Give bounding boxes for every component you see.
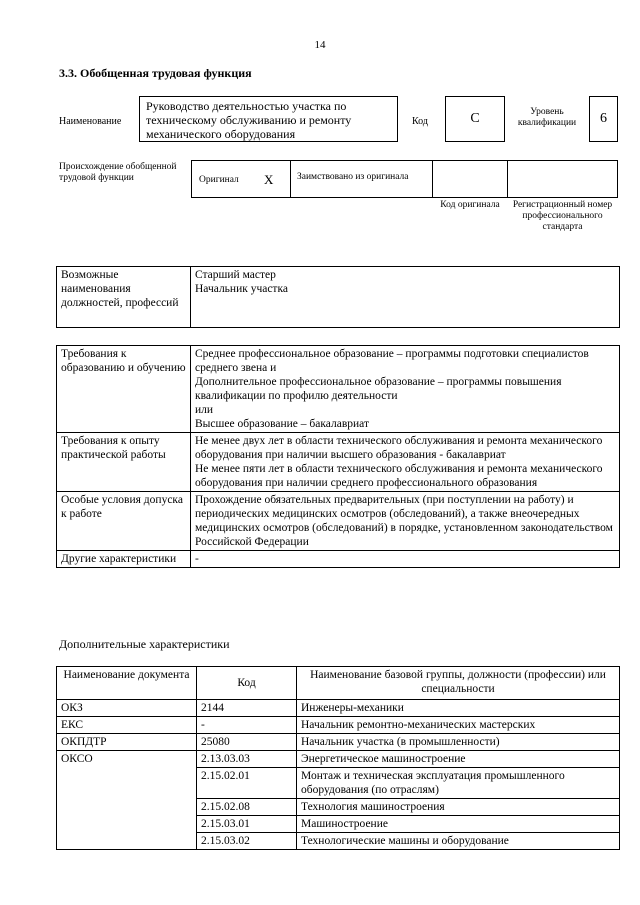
code-cell: -	[197, 717, 297, 734]
name-cell: Энергетическое машиностроение	[297, 751, 620, 768]
code-value: C	[470, 111, 480, 126]
requirement-label: Требования к опыту практической работы	[57, 433, 191, 492]
requirement-item: Прохождение обязательных предварительных (при поступлении на работу) и периодических медицинских осмотров (обследований), а также внеочередных медицинских осмотров (обследований) в порядке, установленном законодательством Российской Федерации	[195, 494, 613, 548]
requirement-item: Дополнительное профессиональное образование – программы повышения квалификации по профилю деятельности	[195, 376, 562, 402]
name-cell: Машиностроение	[297, 816, 620, 833]
code-cell: 2.15.03.02	[197, 833, 297, 850]
header-name: Наименование базовой группы, должности (профессии) или специальности	[297, 667, 620, 700]
doc-cell: ОКСО	[57, 751, 197, 850]
name-cell: Монтаж и техническая эксплуатация промышленного оборудования (по отраслям)	[297, 768, 620, 799]
requirement-row	[57, 346, 620, 433]
requirement-row	[57, 433, 620, 492]
requirement-label: Особые условия допуска к работе	[57, 492, 191, 551]
code-cell: 2144	[197, 700, 297, 717]
position-item: Начальник участка	[195, 283, 288, 295]
requirement-item: Высшее образование – бакалавриат	[195, 418, 369, 430]
positions-label: Возможные наименования должностей, профессий	[57, 267, 191, 328]
code-cell: 2.15.02.01	[197, 768, 297, 799]
header-code: Код	[197, 667, 297, 700]
code-cell: 25080	[197, 734, 297, 751]
header-doc: Наименование документа	[57, 667, 197, 700]
page-number: 14	[314, 39, 326, 51]
code-original-cell	[432, 160, 508, 198]
requirement-row	[57, 492, 620, 551]
section-title: 3.3. Обобщенная трудовая функция	[59, 66, 252, 80]
original-mark: X	[264, 172, 274, 187]
requirement-label: Требования к образованию и обучению	[57, 346, 191, 433]
function-name-value: Руководство деятельностью участка по техническому обслуживанию и ремонту механического оборудования	[146, 99, 352, 141]
doc-cell: ЕКС	[57, 717, 197, 734]
additional-table	[56, 666, 620, 850]
reg-number-cell	[507, 160, 618, 198]
requirement-item: Среднее профессиональное образование – программы подготовки специалистов среднего звена и	[195, 348, 589, 374]
requirement-label: Другие характеристики	[57, 551, 191, 568]
function-name-box	[139, 96, 398, 142]
doc-cell: ОКПДТР	[57, 734, 197, 751]
table-row	[57, 700, 620, 717]
borrowed-label: Заимствовано из оригинала	[297, 172, 409, 182]
code-cell: 2.15.02.08	[197, 799, 297, 816]
code-cell: 2.15.03.01	[197, 816, 297, 833]
borrowed-cell	[290, 160, 433, 198]
requirements-table	[56, 345, 620, 568]
requirement-values	[191, 433, 620, 492]
requirement-values	[191, 492, 620, 551]
level-box	[589, 96, 618, 142]
positions-values	[191, 267, 620, 328]
requirement-item: Не менее двух лет в области технического обслуживания и ремонта механического оборудования при наличии высшего образования - бакалавриат	[195, 435, 603, 461]
positions-row	[57, 267, 620, 328]
code-box	[445, 96, 505, 142]
code-label: Код	[412, 116, 428, 127]
requirement-values	[191, 346, 620, 433]
code-original-caption: Код оригинала	[440, 200, 500, 210]
original-label: Оригинал	[199, 175, 239, 185]
requirement-values	[191, 551, 620, 568]
level-label: Уровень квалификации	[517, 107, 577, 128]
name-cell: Начальник ремонтно-механических мастерских	[297, 717, 620, 734]
requirement-item: -	[195, 553, 199, 565]
origin-label: Происхождение обобщенной трудовой функции	[59, 162, 177, 183]
doc-cell: ОКЗ	[57, 700, 197, 717]
reg-number-caption: Регистрационный номер профессионального стандарта	[512, 200, 613, 232]
requirement-row	[57, 551, 620, 568]
table-row	[57, 751, 620, 768]
name-label: Наименование	[59, 116, 122, 127]
additional-header-row	[57, 667, 620, 700]
code-cell: 2.13.03.03	[197, 751, 297, 768]
name-cell: Технология машиностроения	[297, 799, 620, 816]
level-value: 6	[600, 111, 607, 126]
positions-table	[56, 266, 620, 328]
table-row	[57, 734, 620, 751]
position-item: Старший мастер	[195, 269, 276, 281]
name-cell: Начальник участка (в промышленности)	[297, 734, 620, 751]
name-cell: Инженеры-механики	[297, 700, 620, 717]
requirement-item: или	[195, 404, 214, 416]
additional-title: Дополнительные характеристики	[59, 637, 230, 651]
original-cell	[191, 160, 291, 198]
table-row	[57, 717, 620, 734]
requirement-item: Не менее пяти лет в области технического обслуживания и ремонта механического оборудования при наличии среднего профессионального образования	[195, 463, 603, 489]
name-cell: Технологические машины и оборудование	[297, 833, 620, 850]
